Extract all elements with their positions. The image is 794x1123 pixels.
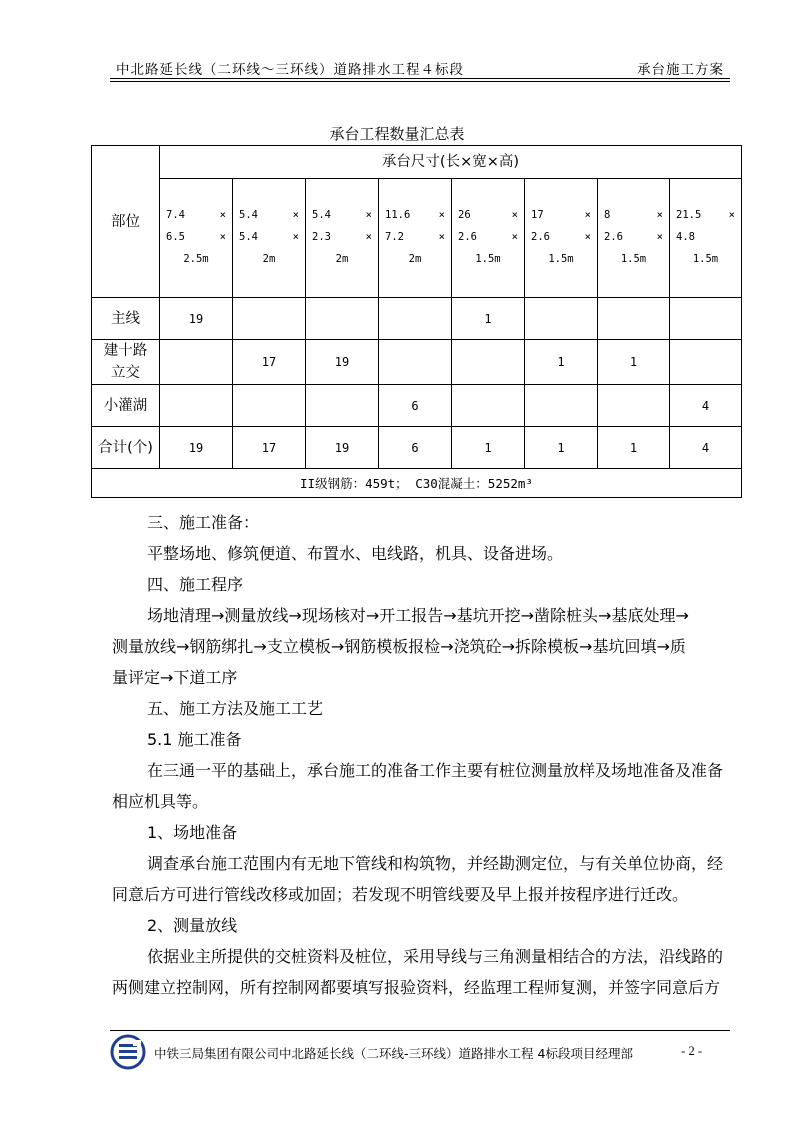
section-5-1-title: 5.1 施工准备: [147, 730, 242, 749]
row-label: 主线: [92, 298, 160, 340]
subsection-2-title: 2、测量放线: [147, 916, 238, 935]
table-cell: 19: [306, 427, 379, 469]
table-cell: 19: [160, 298, 233, 340]
table-cell: 1: [452, 298, 525, 340]
process-flow-line: 场地清理→测量放线→现场核对→开工报告→基坑开挖→凿除桩头→基底处理→: [147, 606, 689, 625]
table-cell: [525, 385, 598, 427]
table-cell: [598, 385, 670, 427]
dim-cell: 5.4 × 5.4 × 2m: [233, 179, 306, 298]
table-footer-materials: II级钢筋：459t； C30混凝土：5252m³: [92, 469, 742, 498]
dim-cell: 7.4 × 6.5 × 2.5m: [160, 179, 233, 298]
row-label: 建十路 立交: [92, 340, 160, 385]
row-label: 小灌湖: [92, 385, 160, 427]
subsection-1-title: 1、场地准备: [147, 823, 238, 842]
dim-cell: 11.6 × 7.2 × 2m: [379, 179, 452, 298]
table-cell: 17: [233, 340, 306, 385]
table-cell: [452, 385, 525, 427]
paragraph: 相应机具等。: [112, 792, 209, 811]
table-cell: [379, 298, 452, 340]
table-cell: [306, 385, 379, 427]
process-flow-line: 量评定→下道工序: [112, 668, 238, 687]
column-header-size: 承台尺寸(长×宽×高): [160, 146, 742, 179]
table-cell: 17: [233, 427, 306, 469]
table-cell: [525, 298, 598, 340]
table-cell: 19: [160, 427, 233, 469]
paragraph: 同意后方可进行管线改移或加固；若发现不明管线要及早上报并按程序进行迁改。: [112, 885, 689, 904]
page-footer: [110, 1034, 730, 1070]
footer-company-text: 中铁三局集团有限公司中北路延长线（二环线-三环线）道路排水工程 4标段项目经理部: [154, 1046, 633, 1061]
paragraph: 平整场地、修筑便道、布置水、电线路，机具、设备进场。: [147, 544, 564, 563]
table-cell: [233, 298, 306, 340]
company-logo-icon: [110, 1034, 146, 1070]
table-cell: 6: [379, 385, 452, 427]
page-header: [110, 56, 730, 78]
header-project-title: 中北路延长线（二环线～三环线）道路排水工程４标段: [116, 62, 464, 78]
column-header-location: 部位: [92, 146, 160, 298]
table-title: 承台工程数量汇总表: [329, 125, 465, 143]
table-cell: [160, 340, 233, 385]
footer-rule: [110, 1030, 730, 1031]
header-rule: [110, 78, 730, 79]
section-4-title: 四、施工程序: [147, 575, 244, 594]
table-cell: 1: [598, 340, 670, 385]
row-label: 合计(个): [92, 427, 160, 469]
process-flow-line: 测量放线→钢筋绑扎→支立模板→钢筋模板报检→浇筑砼→拆除模板→基坑回填→质: [112, 637, 686, 656]
table-row: [92, 385, 742, 427]
header-doc-title: 承台施工方案: [637, 62, 724, 78]
table-cell: [670, 298, 742, 340]
paragraph: 两侧建立控制网，所有控制网都要填写报验资料，经监理工程师复测，并签字同意后方: [112, 978, 721, 997]
paragraph: 调查承台施工范围内有无地下管线和构筑物，并经勘测定位，与有关单位协商，经: [147, 854, 724, 873]
table-cell: 4: [670, 385, 742, 427]
table-cell: 1: [452, 427, 525, 469]
table-cell: 19: [306, 340, 379, 385]
dim-cell: 17 × 2.6 × 1.5m: [525, 179, 598, 298]
table-cell: 1: [525, 427, 598, 469]
page-number: - 2 -: [681, 1044, 702, 1058]
quantity-summary-table: [91, 145, 742, 498]
table-cell: 1: [525, 340, 598, 385]
table-cell: 6: [379, 427, 452, 469]
table-row: [92, 298, 742, 340]
table-cell: [670, 340, 742, 385]
table-cell: 1: [598, 427, 670, 469]
dim-cell: 26 × 2.6 × 1.5m: [452, 179, 525, 298]
dim-cell: 8 × 2.6 × 1.5m: [598, 179, 670, 298]
table-cell: [452, 340, 525, 385]
paragraph: 在三通一平的基础上，承台施工的准备工作主要有桩位测量放样及场地准备及准备: [147, 761, 724, 780]
table-cell: [160, 385, 233, 427]
section-5-title: 五、施工方法及施工工艺: [147, 699, 324, 718]
header-rule-double: [110, 81, 730, 82]
table-cell: [306, 298, 379, 340]
table-row: [92, 340, 742, 385]
dim-cell: 5.4 × 2.3 × 2m: [306, 179, 379, 298]
table-cell: [233, 385, 306, 427]
table-cell: [379, 340, 452, 385]
section-3-title: 三、施工准备：: [147, 513, 260, 532]
table-cell: [598, 298, 670, 340]
paragraph: 依据业主所提供的交桩资料及桩位，采用导线与三角测量相结合的方法，沿线路的: [147, 947, 724, 966]
dim-cell: 21.5 × 4.8 1.5m: [670, 179, 742, 298]
table-cell: 4: [670, 427, 742, 469]
table-row-total: [92, 427, 742, 469]
